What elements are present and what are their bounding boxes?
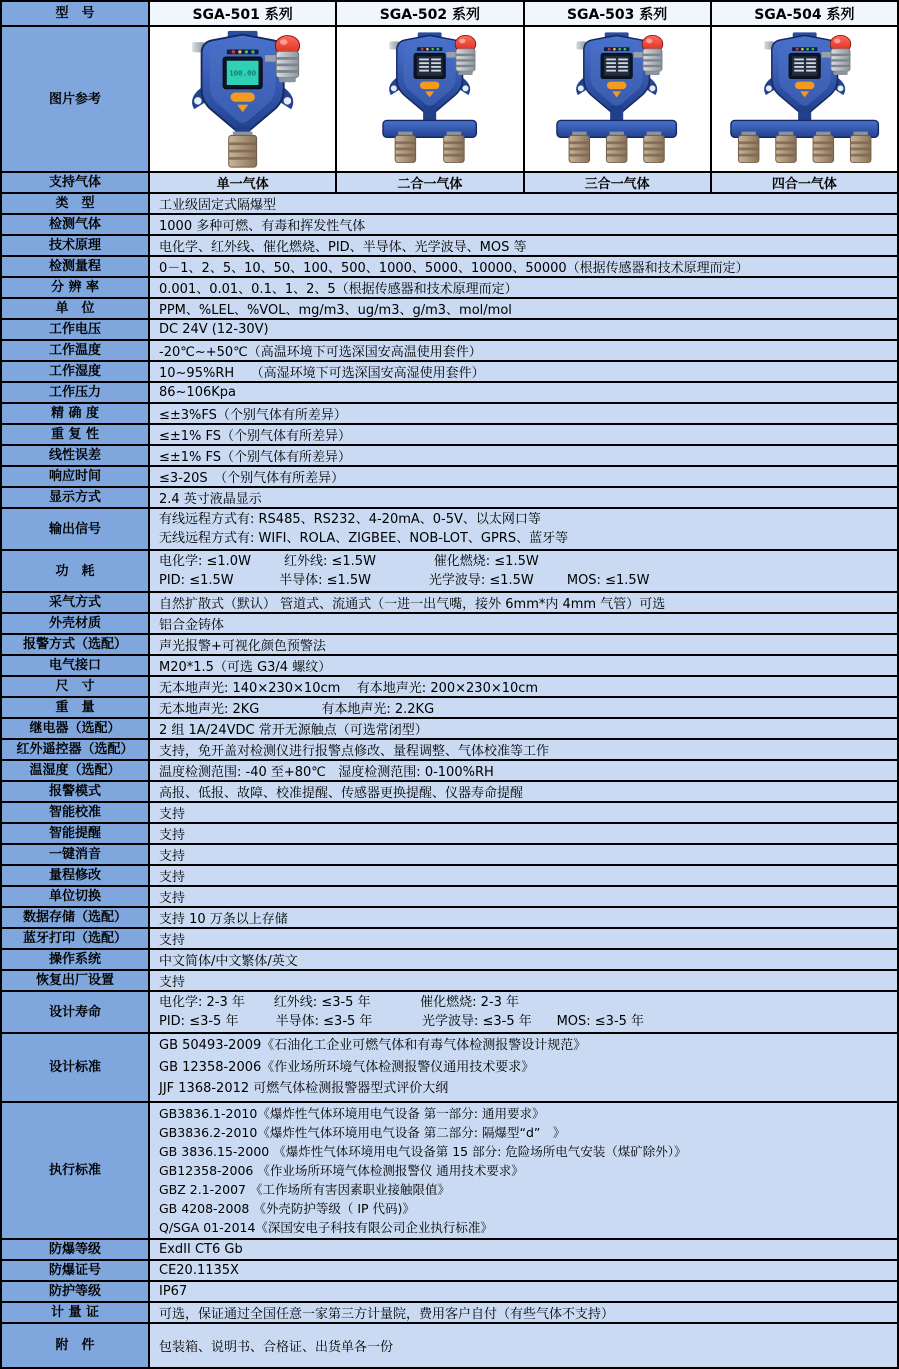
spec-value-line: 2 组 1A/24VDC 常开无源触点（可选常闭型） [159,723,428,738]
spec-value-line: 可选，保证通过全国任意一家第三方计量院，费用客户自付（有些气体不支持） [159,1307,615,1322]
spec-value-line: GB 50493-2009《石油化工企业可燃气体和有毒气体检测报警设计规范》 [159,1037,587,1053]
header-model-label: 型 号 [2,2,150,25]
spec-value-line: 电化学: 2-3 年 红外线: ≤3-5 年 催化燃烧: 2-3 年 [159,995,520,1010]
spec-value-line: 支持 [159,849,186,864]
spec-row-label: 分 辨 率 [2,278,150,297]
spec-value-line: 支持 [159,828,186,843]
spec-row-value [150,446,897,465]
spec-row-value [150,950,897,969]
table-row [2,908,897,929]
spec-value-line: DC 24V (12-30V) [159,322,269,337]
spec-row-label: 报警模式 [2,782,150,801]
spec-row-value [150,614,897,633]
gas-sensor-icon [738,132,759,163]
spec-row-value [150,971,897,990]
spec-row-value [150,887,897,906]
spec-row-label: 恢复出厂设置 [2,971,150,990]
table-row [2,320,897,341]
spec-row-label: 设计寿命 [2,992,150,1032]
spec-row-value [150,383,897,402]
spec-value-line: PPM、%LEL、%VOL、mg/m3、ug/m3、g/m3、mol/mol [159,303,512,318]
spec-row-label: 数据存储（选配） [2,908,150,927]
supported-gas-value: 单一气体 [150,173,337,192]
gas-detector-image-sga-503 [528,29,705,169]
spec-row-label: 重 量 [2,698,150,717]
product-image-cell [712,27,897,171]
spec-row-label: 量程修改 [2,866,150,885]
spec-row-value [150,845,897,864]
spec-value-line: ≤±1% FS（个别气体有所差异） [159,450,352,465]
spec-row-label: 计 量 证 [2,1303,150,1322]
spec-row-label: 线性误差 [2,446,150,465]
spec-row-value [150,1103,897,1238]
spec-row-value [150,509,897,549]
image-row-label: 图片参考 [2,27,150,171]
table-row [2,656,897,677]
spec-value-line: 声光报警+可视化颜色预警法 [159,639,326,654]
supported-gas-value: 二合一气体 [337,173,524,192]
spec-value-line: ≤±1% FS（个别气体有所差异） [159,429,352,444]
spec-row-label: 检测气体 [2,215,150,234]
spec-value-line: ExdII CT6 Gb [159,1242,243,1257]
spec-row-value [150,341,897,360]
spec-value-line: 电化学: ≤1.0W 红外线: ≤1.5W 催化燃烧: ≤1.5W [159,554,539,569]
spec-value-line: 无线远程方式有: WIFI、ROLA、ZIGBEE、NOB-LOT、GPRS、蓝牙等 [159,531,569,546]
table-row [2,1261,897,1282]
spec-value-line: 包装箱、说明书、合格证、出货单各一份 [159,1340,394,1355]
spec-value-line: 支持 [159,933,186,948]
spec-value-line: GB 4208-2008 《外壳防护等级（ IP 代码)》 [159,1201,415,1216]
spec-row-value [150,1240,897,1259]
spec-row-value [150,257,897,276]
spec-row-label: 功 耗 [2,551,150,591]
spec-row-value [150,782,897,801]
spec-row-label: 检测量程 [2,257,150,276]
spec-value-line: 铝合金铸体 [159,618,225,633]
spec-row-value [150,593,897,612]
table-row [2,341,897,362]
header-model-sga-501: SGA-501 系列 [150,2,337,25]
spec-value-line: M20*1.5（可选 G3/4 螺纹） [159,660,332,675]
table-row [2,551,897,593]
spec-value-line: PID: ≤3-5 年 半导体: ≤3-5 年 光学波导: ≤3-5 年 MOS: ≤3-5 年 [159,1014,645,1029]
spec-value-line: 2.4 英寸液晶显示 [159,492,262,507]
table-row [2,677,897,698]
spec-value-line: GB12358-2006 《作业场所环境气体检测报警仪 通用技术要求》 [159,1163,524,1178]
table-row [2,1240,897,1261]
table-row [2,488,897,509]
spec-row-value [150,824,897,843]
spec-value-line: 无本地声光: 2KG 有本地声光: 2.2KG [159,702,435,717]
spec-row-label: 报警方式（选配） [2,635,150,654]
spec-row-value [150,1303,897,1322]
spec-row-value [150,1261,897,1280]
table-row [2,425,897,446]
spec-value-line: IP67 [159,1284,188,1299]
table-row [2,761,897,782]
spec-row-label: 工作压力 [2,383,150,402]
spec-value-line: 支持 [159,807,186,822]
spec-row-value [150,929,897,948]
spec-row-label: 外壳材质 [2,614,150,633]
spec-row-value [150,992,897,1032]
table-row [2,740,897,761]
table-row [2,614,897,635]
spec-value-line: 高报、低报、故障、校准提醒、传感器更换提醒、仪器寿命提醒 [159,786,524,801]
spec-value-line: 支持 [159,891,186,906]
table-row [2,509,897,551]
table-row [2,635,897,656]
spec-row-label: 电气接口 [2,656,150,675]
spec-row-label: 工作温度 [2,341,150,360]
spec-value-line: GB3836.2-2010《爆炸性气体环境用电气设备 第二部分: 隔爆型“d” 》 [159,1125,566,1140]
spec-row-label: 采气方式 [2,593,150,612]
spec-row-label: 防爆证号 [2,1261,150,1280]
table-row [2,845,897,866]
spec-row-value [150,761,897,780]
table-row [2,992,897,1034]
spec-row-value [150,320,897,339]
spec-value-line: 86~106Kpa [159,385,236,400]
table-row [2,1034,897,1103]
table-row [2,698,897,719]
spec-row-value [150,1034,897,1101]
gas-row-label: 支持气体 [2,173,150,192]
spec-value-line: JJF 1368-2012 可燃气体检测报警器型式评价大纲 [159,1081,449,1097]
spec-row-value [150,656,897,675]
table-row [2,215,897,236]
spec-row-value [150,467,897,486]
table-row [2,27,897,173]
product-image-cell [525,27,712,171]
table-row [2,887,897,908]
table-row [2,383,897,404]
product-image-cell [150,27,337,171]
spec-value-line: 支持 [159,975,186,990]
spec-row-value [150,1324,897,1367]
spec-row-label: 工作湿度 [2,362,150,381]
device-button [607,82,626,89]
spec-row-label: 智能校准 [2,803,150,822]
supported-gas-value: 四合一气体 [712,173,897,192]
spec-row-label: 防护等级 [2,1282,150,1301]
spec-row-label: 输出信号 [2,509,150,549]
spec-row-label: 单 位 [2,299,150,318]
spec-row-value [150,803,897,822]
spec-value-line: Q/SGA 01-2014《深国安电子科技有限公司企业执行标准》 [159,1220,493,1235]
spec-row-value [150,215,897,234]
table-row [2,278,897,299]
header-model-sga-503: SGA-503 系列 [525,2,712,25]
spec-value-line: 0－1、2、5、10、50、100、500、1000、5000、10000、50000（根据传感器和技术原理而定） [159,261,749,276]
spec-value-line: GB3836.1-2010《爆炸性气体环境用电气设备 第一部分: 通用要求》 [159,1106,545,1121]
spec-row-label: 单位切换 [2,887,150,906]
spec-row-label: 操作系统 [2,950,150,969]
spec-value-line: 支持 [159,870,186,885]
spec-row-value [150,1282,897,1301]
spec-row-value [150,740,897,759]
spec-row-label: 类 型 [2,194,150,213]
gas-sensor-icon [775,132,796,163]
spec-value-line: 支持 10 万条以上存储 [159,912,288,927]
spec-row-label: 重 复 性 [2,425,150,444]
spec-row-label: 蓝牙打印（选配） [2,929,150,948]
header-model-sga-504: SGA-504 系列 [712,2,897,25]
table-row [2,1324,897,1367]
spec-row-value [150,635,897,654]
spec-row-value [150,719,897,738]
product-image-cell [337,27,524,171]
table-row [2,404,897,425]
table-row [2,950,897,971]
spec-row-label: 温湿度（选配） [2,761,150,780]
gas-sensor-icon [444,132,465,163]
spec-value-line: GB 3836.15-2000 《爆炸性气体环境用电气设备第 15 部分: 危险场所电气安装（煤矿除外）》 [159,1144,687,1159]
spec-row-value [150,299,897,318]
table-row [2,803,897,824]
spec-row-label: 附 件 [2,1324,150,1367]
table-row [2,593,897,614]
spec-value-line: 电化学、红外线、催化燃烧、PID、半导体、光学波导、MOS 等 [159,240,527,255]
table-row [2,866,897,887]
spec-value-line: 10~95%RH （高湿环境下可选深国安高湿使用套件） [159,366,485,381]
spec-row-value [150,194,897,213]
spec-row-value [150,698,897,717]
device-button [795,82,814,89]
spec-row-value [150,488,897,507]
gas-sensor-icon [395,132,416,163]
spec-row-label: 尺 寸 [2,677,150,696]
table-row [2,929,897,950]
table-row [2,1103,897,1240]
gas-detector-image-sga-504 [716,29,893,169]
table-row [2,719,897,740]
spec-value-line: ≤±3%FS（个别气体有所差异） [159,408,347,423]
spec-value-line: 自然扩散式（默认） 管道式、流通式（一进一出气嘴，接外 6mm*内 4mm 气管）可选 [159,597,666,612]
spec-row-value [150,404,897,423]
spec-row-value [150,677,897,696]
gas-detector-image-sga-502 [341,29,518,169]
spec-row-value [150,551,897,591]
gas-sensor-icon [570,132,591,163]
spec-value-line: 无本地声光: 140×230×10cm 有本地声光: 200×230×10cm [159,681,539,696]
device-button [230,92,254,101]
spec-value-line: 1000 多种可燃、有毒和挥发性气体 [159,219,366,234]
spec-value-line: 工业级固定式隔爆型 [159,198,277,213]
spec-value-line: 中文简体/中文繁体/英文 [159,954,298,969]
spec-value-line: GB 12358-2006《作业场所环境气体检测报警仪通用技术要求》 [159,1059,535,1075]
gas-sensor-icon [813,132,834,163]
gas-sensor-icon [644,132,665,163]
spec-value-line: -20℃~+50℃（高温环境下可选深国安高温使用套件） [159,345,482,360]
table-row [2,824,897,845]
spec-value-line: 温度检测范围: -40 至+80℃ 湿度检测范围: 0-100%RH [159,765,494,780]
spec-row-label: 响应时间 [2,467,150,486]
spec-row-value [150,908,897,927]
table-header-row [2,2,897,27]
gas-detector-image-sga-501 [154,29,331,169]
spec-row-label: 智能提醒 [2,824,150,843]
spec-row-label: 继电器（选配） [2,719,150,738]
table-row [2,194,897,215]
spec-row-value [150,362,897,381]
header-model-sga-502: SGA-502 系列 [337,2,524,25]
spec-row-label: 红外遥控器（选配） [2,740,150,759]
table-row [2,1282,897,1303]
spec-value-line: ≤3-20S （个别气体有所差异） [159,471,345,486]
spec-row-label: 一键消音 [2,845,150,864]
table-row [2,173,897,194]
supported-gas-value: 三合一气体 [525,173,712,192]
table-row [2,971,897,992]
gas-sensor-icon [607,132,628,163]
svg-text:100.00: 100.00 [229,68,257,78]
spec-row-label: 设计标准 [2,1034,150,1101]
spec-value-line: PID: ≤1.5W 半导体: ≤1.5W 光学波导: ≤1.5W MOS: ≤1.5W [159,573,650,588]
table-row [2,446,897,467]
spec-row-label: 执行标准 [2,1103,150,1238]
spec-row-value [150,278,897,297]
spec-row-label: 显示方式 [2,488,150,507]
table-row [2,236,897,257]
spec-row-value [150,236,897,255]
spec-row-label: 精 确 度 [2,404,150,423]
table-row [2,362,897,383]
spec-row-label: 防爆等级 [2,1240,150,1259]
spec-row-label: 技术原理 [2,236,150,255]
spec-row-label: 工作电压 [2,320,150,339]
spec-value-line: GBZ 2.1-2007 《工作场所有害因素职业接触限值》 [159,1182,450,1197]
table-row [2,299,897,320]
spec-value-line: 支持，免开盖对检测仪进行报警点修改、量程调整、气体校准等工作 [159,744,550,759]
device-button [420,82,439,89]
table-row [2,467,897,488]
spec-row-value [150,866,897,885]
table-row [2,257,897,278]
gas-sensor-icon [850,132,871,163]
table-row [2,782,897,803]
spec-value-line: 有线远程方式有: RS485、RS232、4-20mA、0-5V、以太网口等 [159,512,541,527]
spec-row-value [150,425,897,444]
spec-value-line: 0.001、0.01、0.1、1、2、5（根据传感器和技术原理而定） [159,282,518,297]
table-row [2,1303,897,1324]
gas-sensor-icon [229,132,257,167]
spec-value-line: CE20.1135X [159,1263,239,1278]
